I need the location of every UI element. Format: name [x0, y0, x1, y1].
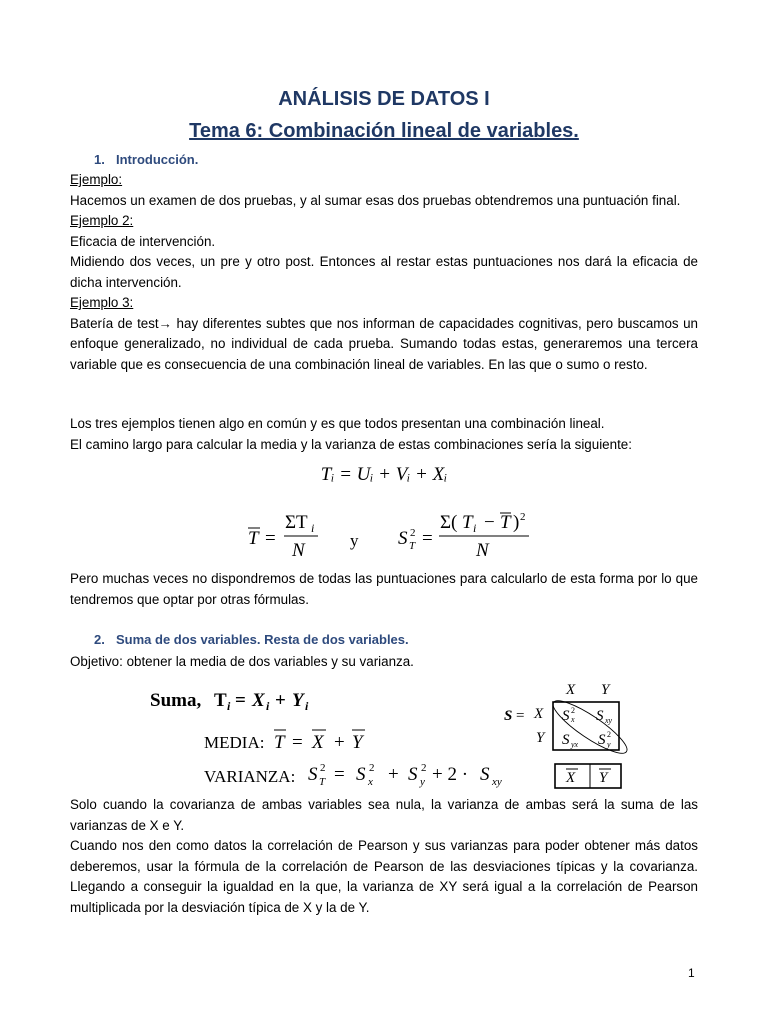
document-subtitle: Tema 6: Combinación lineal de variables.: [189, 120, 579, 142]
paragraph-common-2: El camino largo para calcular la media y la varianza de estas combinaciones sería la siguiente:: [70, 436, 632, 452]
objective-text: Objetivo: obtener la media de dos variables y su varianza.: [70, 654, 414, 669]
svg-text:−: −: [484, 512, 495, 533]
svg-text:S: S: [562, 732, 570, 748]
svg-text:y: y: [420, 776, 425, 788]
page-number: 1: [688, 966, 695, 980]
mean-symbol: T: [248, 528, 259, 549]
svg-text:=: =: [235, 690, 246, 711]
example-2-line-2: Midiendo dos veces, un pre y otro post. Entonces al restar estas puntuaciones nos dará la eficacia de dicha intervención.: [70, 254, 698, 290]
svg-text:yx: yx: [571, 740, 579, 749]
svg-text:2: 2: [320, 762, 326, 774]
example-2-line-1: Eficacia de intervención.: [70, 233, 216, 249]
svg-text:2: 2: [607, 730, 611, 739]
svg-text:=: =: [334, 764, 345, 785]
svg-text:S: S: [504, 708, 513, 724]
section-number: 2.: [94, 632, 105, 647]
svg-text:S: S: [356, 764, 366, 785]
svg-text:T: T: [214, 690, 227, 711]
svg-text:X: X: [566, 682, 576, 698]
example-1: [70, 170, 698, 211]
example-2-label: Ejemplo 2:: [70, 213, 134, 228]
svg-text:T: T: [409, 540, 416, 552]
example-1-text: Hacemos un examen de dos pruebas, y al sumar esas dos pruebas obtendremos una puntuación final.: [70, 192, 681, 208]
paragraph-null-covariance: Solo cuando la covarianza de ambas variables sea nula, la varianza de ambas será la suma de las varianzas de X e Y.: [70, 797, 698, 833]
svg-text:i: i: [266, 699, 270, 713]
example-1-label: Ejemplo:: [70, 172, 123, 187]
svg-text:X: X: [534, 706, 544, 722]
formula-sum-scores: Tᵢ = Uᵢ + Vᵢ + Xᵢ: [320, 464, 448, 485]
svg-text:x: x: [368, 776, 373, 788]
sum-formulas: [140, 680, 520, 792]
svg-text:2: 2: [421, 762, 427, 774]
example-3-text-a: Batería de test: [70, 315, 159, 331]
document-title: ANÁLISIS DE DATOS I: [278, 88, 490, 110]
svg-text:T: T: [462, 512, 473, 533]
svg-text:S: S: [408, 764, 418, 785]
svg-text:i: i: [305, 699, 309, 713]
svg-text:+: +: [275, 690, 286, 711]
paragraph-common-1: Los tres ejemplos tienen algo en común y es que todos presentan una combinación lineal.: [70, 416, 605, 431]
section-number: 1.: [94, 152, 105, 167]
example-3: [70, 293, 698, 375]
svg-text:Y: Y: [536, 730, 545, 746]
svg-text:=: =: [265, 528, 276, 549]
covariance-matrix: [498, 680, 638, 792]
svg-text:+: +: [388, 764, 399, 785]
paragraph-common: [70, 414, 698, 455]
svg-text:x: x: [571, 715, 575, 724]
paragraph-pearson: Cuando nos den como datos la correlación de Pearson y sus varianzas para poder obtener más datos deberemos, usar la fórmula de la correlación de Pearson de las desviaciones típicas y la covarianza. Llegando a conseguir la igualdad en la que, la varianza de XY será igual a la correlación de Pearson multiplicada por la desviación típica de X y la de Y.: [70, 838, 698, 915]
arrow-icon: →: [158, 315, 173, 331]
svg-text:i: i: [473, 521, 477, 535]
svg-text:T: T: [274, 732, 285, 753]
svg-text:=: =: [516, 708, 525, 724]
section-heading-2: [94, 632, 409, 647]
svg-text:2: 2: [520, 511, 526, 523]
example-3-label: Ejemplo 3:: [70, 295, 134, 310]
svg-text:S: S: [562, 708, 570, 724]
svg-text:T: T: [500, 512, 511, 533]
svg-text:N: N: [476, 540, 489, 561]
example-2: [70, 211, 698, 293]
svg-text:S: S: [308, 764, 318, 785]
suma-label: Suma,: [150, 690, 202, 711]
svg-text:Y: Y: [601, 682, 610, 698]
media-label: MEDIA:: [204, 733, 265, 752]
svg-text:+ 2 ·: + 2 ·: [432, 764, 469, 785]
paragraph-other-formulas: Pero muchas veces no dispondremos de todas las puntuaciones para calcularlo de esta forma por lo que tendremos que optar por otras fórmulas.: [70, 571, 698, 607]
svg-text:xy: xy: [605, 716, 613, 725]
svg-text:Y: Y: [599, 770, 608, 786]
example-3-text-b: hay diferentes subtes que nos informan de capacidades cognitivas, pero buscamos un enfoque generalizado, no individual de cada prueba. Sumando todas estas, generaremos una tercera variable que es consecuencia de una combinación lineal de variables. En las que o sumo o resto.: [70, 315, 698, 372]
svg-text:2: 2: [410, 527, 416, 539]
svg-text:): ): [513, 512, 520, 533]
svg-text:=: =: [422, 528, 433, 549]
svg-text:T: T: [319, 776, 326, 788]
svg-text:2: 2: [571, 706, 575, 715]
svg-text:y: y: [607, 740, 611, 749]
svg-text:=: =: [292, 732, 303, 753]
svg-text:Σ(: Σ(: [440, 512, 458, 533]
section-heading-1: [94, 152, 198, 167]
svg-text:i: i: [311, 521, 315, 535]
svg-text:xy: xy: [492, 776, 502, 788]
formula-mean-variance: [240, 508, 540, 564]
svg-text:Y: Y: [352, 732, 363, 753]
svg-text:X: X: [312, 732, 324, 753]
svg-text:S: S: [598, 732, 606, 748]
svg-text:N: N: [292, 540, 305, 561]
varianza-label: VARIANZA:: [204, 767, 296, 786]
svg-text:Y: Y: [292, 690, 304, 711]
section-title: Suma de dos variables. Resta de dos variables.: [116, 632, 409, 647]
svg-text:X: X: [566, 770, 576, 786]
svg-text:+: +: [334, 732, 345, 753]
svg-text:X: X: [252, 690, 265, 711]
svg-text:ΣT: ΣT: [285, 512, 308, 533]
section-title: Introducción.: [116, 152, 199, 167]
and-word: y: [350, 531, 359, 550]
svg-text:i: i: [227, 699, 231, 713]
svg-text:S: S: [596, 708, 604, 724]
svg-text:S: S: [480, 764, 490, 785]
svg-text:2: 2: [369, 762, 375, 774]
svg-text:S: S: [398, 528, 408, 549]
